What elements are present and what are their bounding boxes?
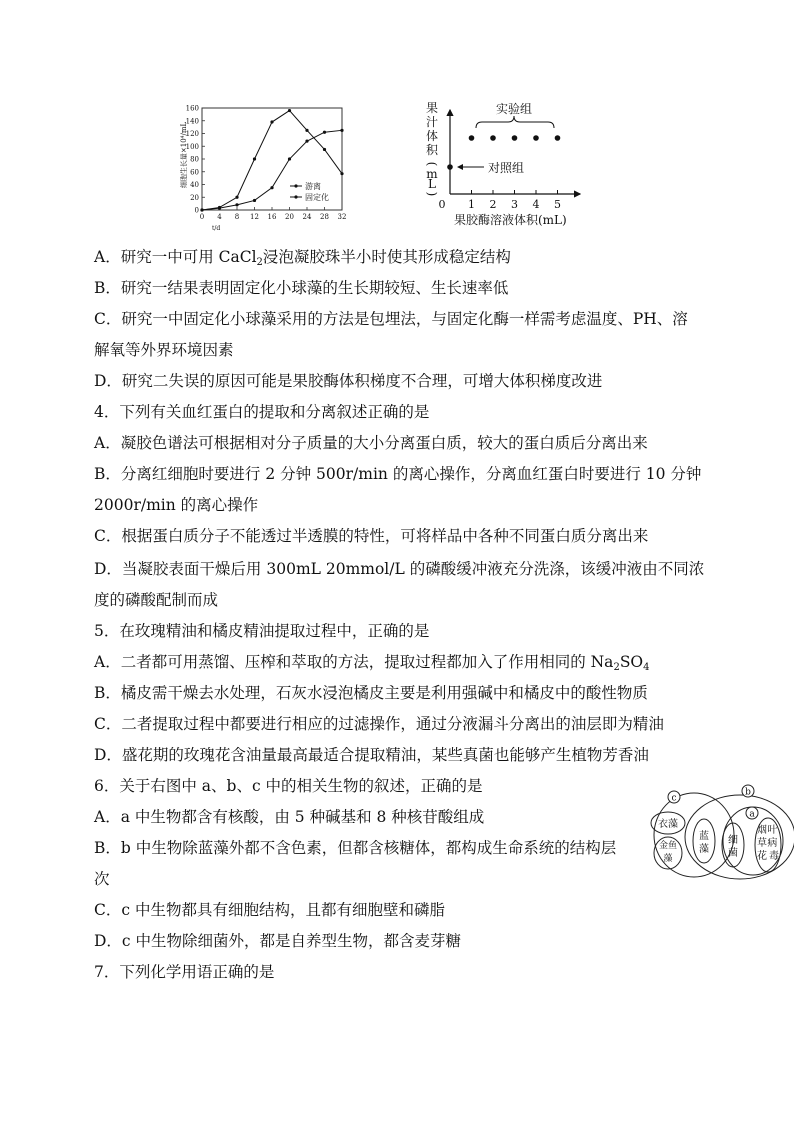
set-c (654, 793, 734, 877)
series-0-point (340, 172, 343, 175)
option-1c: C．研究一中固定化小球藻采用的方法是包埋法，与固定化酶一样需考虑温度、PH、溶 (94, 310, 688, 328)
option-1d: D．研究二失误的原因可能是果胶酶体积梯度不合理，可增大体积梯度改进 (94, 372, 603, 390)
series-1-point (253, 199, 256, 202)
venn-diagram (648, 783, 794, 883)
option-5a: A．二者都可用蒸馏、压榨和萃取的方法，提取过程都加入了作用相同的 $Na_2SO_4$ (94, 653, 650, 673)
xtick-label: 28 (320, 213, 329, 221)
option-6c: C．c 中生物都具有细胞结构，且都有细胞壁和磷脂 (94, 901, 445, 919)
option-4c: C．根据蛋白质分子不能透过半透膜的特性，可将样品中各种不同蛋白质分离出来 (94, 527, 649, 545)
xtick-label: 32 (337, 213, 347, 221)
question-5: 5．在玫瑰精油和橘皮精油提取过程中，正确的是 (94, 622, 430, 640)
option-5d: D．盛花期的玫瑰花含油量最高最适合提取精油，某些真菌也能够产生植物芳香油 (94, 746, 649, 764)
item-yizao: 衣藻 (658, 819, 678, 830)
option-1a: A．研究一中可用 CaCl$_2$浸泡凝胶珠半小时使其形成稳定结构 (94, 248, 511, 268)
series-1-point (340, 129, 343, 132)
juice-volume-chart (420, 100, 595, 230)
option-1b: B．研究一结果表明固定化小球藻的生长期较短、生长速率低 (94, 279, 509, 297)
ytick-label: 100 (185, 142, 199, 151)
ylabel-char: ) (425, 191, 439, 197)
ylabel-char: 果 (425, 101, 439, 115)
chart1-legend (290, 181, 329, 202)
option-6d: D．c 中生物除细菌外，都是自养型生物，都含麦芽糖 (94, 932, 462, 950)
ylabel-char: 积 (425, 143, 439, 157)
series-1-point (270, 186, 273, 189)
option-6a: A．a 中生物都含有核酸，由 5 种碱基和 8 种核苷酸组成 (94, 808, 485, 826)
xtick-label: 4 (532, 198, 540, 211)
option-4d-cont: 度的磷酸配制而成 (94, 591, 219, 609)
label-b: b (745, 787, 751, 798)
option-5b: B．橘皮需干燥去水处理，石灰水浸泡橘皮主要是利用强碱中和橘皮中的酸性物质 (94, 684, 648, 702)
series-1-point (288, 157, 291, 160)
ytick-label: 120 (185, 130, 199, 138)
question-4: 4．下列有关血红蛋白的提取和分离叙述正确的是 (94, 403, 430, 421)
option-6b: B．b 中生物除蓝藻外都不含色素，但都含核糖体，都构成生命系统的结构层 (94, 839, 617, 857)
series-0-point (270, 120, 273, 123)
growth-chart (172, 100, 352, 235)
series-1-point (200, 208, 203, 211)
option-4d: D．当凝胶表面干燥后用 300mL 20mmol/L 的磷酸缓冲液充分洗涤，该缓冲液由不同浓 (94, 560, 705, 578)
xtick-label: 0 (199, 213, 205, 221)
item-jinyuzao: 金鱼藻 (658, 841, 678, 864)
xtick-label: 24 (302, 213, 312, 221)
xtick-label: 3 (511, 198, 518, 211)
ytick-label: 20 (190, 193, 199, 202)
xtick-label: 2 (489, 198, 497, 211)
ylabel-char: L (428, 177, 436, 191)
series-1-point (235, 203, 238, 206)
chart2-xlabel: 果胶酶溶液体积(mL) (454, 213, 567, 227)
series-0-point (323, 148, 326, 151)
label-c: c (671, 793, 677, 804)
option-1c-cont: 解氧等外界环境因素 (94, 341, 234, 359)
ylabel-char: 汁 (425, 115, 439, 129)
ytick-label: 80 (190, 155, 199, 164)
ytick-label: 0 (194, 206, 199, 215)
ytick-label: 40 (190, 181, 199, 189)
xtick-label: 5 (554, 198, 561, 211)
option-6b-cont: 次 (94, 870, 110, 888)
experiment-point (555, 135, 561, 141)
option-5c: C．二者提取过程中都要进行相应的过滤操作，通过分液漏斗分离出的油层即为精油 (94, 715, 664, 733)
option-4a: A．凝胶色谱法可根据相对分子质量的大小分离蛋白质，较大的蛋白质后分离出来 (94, 434, 648, 452)
experiment-label: 实验组 (496, 102, 533, 116)
control-point (447, 164, 453, 170)
chart2-ylabel (425, 101, 439, 196)
ytick-label: 160 (185, 104, 199, 113)
xtick-label: 12 (250, 213, 259, 221)
series-0-point (288, 109, 291, 112)
ytick-label: 60 (190, 168, 199, 177)
xtick-label: 8 (234, 213, 240, 221)
series-0-point (253, 157, 256, 160)
experiment-point (490, 135, 496, 141)
control-label: 对照组 (488, 161, 525, 175)
experiment-point (533, 135, 539, 141)
chart1-xlabel: t/d (212, 225, 221, 232)
series-1-point (305, 140, 308, 143)
xtick-label: 20 (285, 213, 294, 221)
chart1-ylabel: 细胞生长量×10⁴/mL (180, 121, 188, 189)
experiment-point (469, 135, 475, 141)
question-7: 7．下列化学用语正确的是 (94, 963, 275, 981)
xtick-label: 1 (468, 198, 475, 211)
item-tmv: 烟叶 草病 花 毒 (757, 825, 779, 862)
item-lanzao: 蓝藻 (699, 831, 709, 855)
ylabel-char: 体 (425, 129, 439, 143)
label-a: a (749, 809, 755, 820)
option-4b-cont: 2000r/min 的离心操作 (94, 496, 259, 514)
xtick-label: 4 (217, 213, 222, 221)
item-xijun: 细菌 (728, 835, 738, 859)
option-4b: B．分离红细胞时要进行 2 分钟 500r/min 的离心操作，分离血红蛋白时要进行 10 分钟 (94, 465, 702, 483)
experiment-point (512, 135, 518, 141)
series-1-point (323, 131, 326, 134)
series-0-point (235, 196, 238, 199)
ylabel-char: ( (425, 161, 439, 167)
series-1-point (218, 206, 221, 209)
legend-free: 游离 (305, 182, 321, 191)
legend-fixed: 固定化 (305, 193, 329, 202)
series-0-point (305, 129, 308, 132)
question-6: 6．关于右图中 a、b、c 中的相关生物的叙述，正确的是 (94, 777, 483, 795)
xtick-label: 0 (438, 198, 446, 211)
ytick-label: 140 (185, 117, 199, 126)
ylabel-char: m (426, 167, 438, 181)
xtick-label: 16 (267, 213, 277, 221)
